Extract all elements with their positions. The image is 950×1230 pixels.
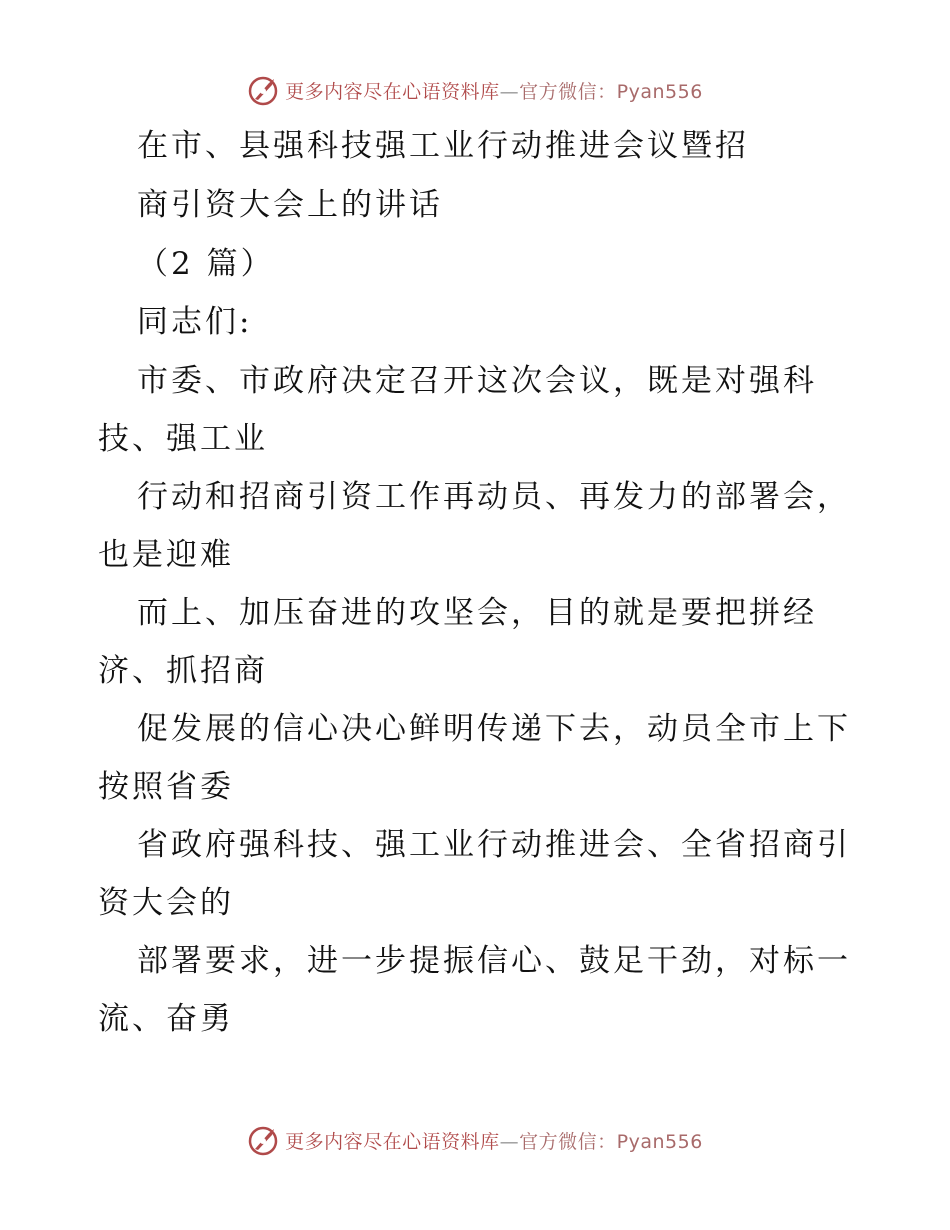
watermark-text [285,77,703,104]
watermark-separator: — [499,80,520,103]
watermark-brand: 更多内容尽在心语资料库 [285,80,500,103]
watermark-wechat: 官方微信：Pyan556 [519,1130,703,1153]
title-line-2: 商引资大会上的讲话 [137,187,443,223]
body-line: 部署要求，进一步提振信心、鼓足干劲，对标一 [137,943,851,979]
body-line: 行动和招商引资工作再动员、再发力的部署会， [137,479,851,515]
salutation: 同志们: [137,304,253,340]
pen-nib-logo-icon [247,73,281,107]
body-line: 资大会的 [98,885,234,921]
title-line-1: 在市、县强科技强工业行动推进会议暨招 [137,128,749,164]
header-watermark [0,70,950,110]
body-line: 技、强工业 [98,421,268,457]
body-line: 也是迎难 [98,537,234,573]
body-line: 市委、市政府决定召开这次会议，既是对强科 [137,363,817,399]
body-line: 促发展的信心决心鲜明传递下去，动员全市上下 [137,711,851,747]
watermark-text [285,1127,703,1154]
pen-nib-logo-icon [247,1123,281,1157]
body-line: 流、奋勇 [98,1001,234,1037]
watermark-brand: 更多内容尽在心语资料库 [285,1130,500,1153]
body-line: 按照省委 [98,769,234,805]
article-count-note: （2 篇） [137,246,275,282]
body-line: 济、抓招商 [98,653,268,689]
body-line: 而上、加压奋进的攻坚会，目的就是要把拼经 [137,595,817,631]
watermark-wechat: 官方微信：Pyan556 [519,80,703,103]
footer-watermark [0,1120,950,1160]
watermark-separator: — [499,1130,520,1153]
body-line: 省政府强科技、强工业行动推进会、全省招商引 [137,827,851,863]
